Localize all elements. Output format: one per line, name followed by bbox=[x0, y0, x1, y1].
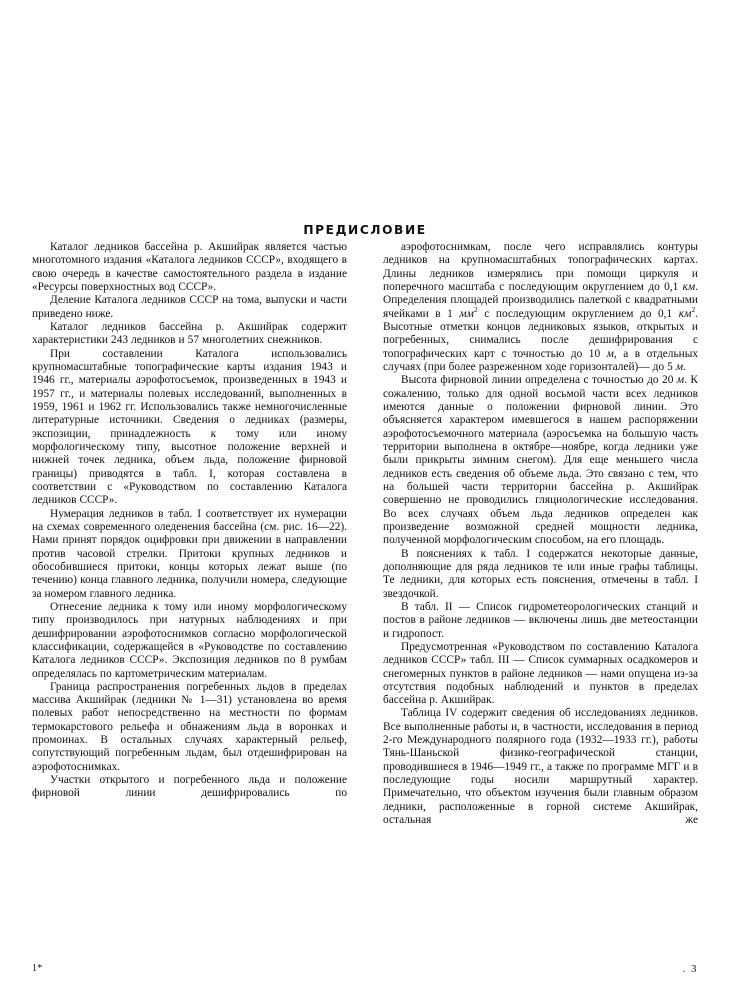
exponent: 2 bbox=[691, 304, 696, 314]
paragraph-continued bbox=[32, 774, 347, 801]
paragraph-continued bbox=[383, 707, 698, 827]
paragraph-text: Деление Каталога ледников СССР на тома, выпуски и части приведено ниже. bbox=[32, 294, 347, 320]
text-column-right bbox=[383, 241, 698, 827]
paragraph-text: . bbox=[683, 360, 686, 373]
paragraph bbox=[32, 681, 347, 774]
paragraph-text: В пояснениях к табл. I содержатся некоторые данные, дополняющие для ряда ледников те или иные графы таблицы. Те ледники, для которых есть пояснения, отмечены в табл. I звездочкой. bbox=[383, 547, 698, 600]
paragraph-text: Предусмотренная «Руководством по составлению Каталога ледников СССР» табл. III — Список суммарных осадкомеров и снегомерных пунктов в районе ледников — нами опущена из-за отсутствия подобных наблюдений и пунктов в пределах бассейна р. Акшийрак. bbox=[383, 640, 698, 707]
paragraph-text: Каталог ледников бассейна р. Акшийрак содержит характеристики 243 ледников и 57 многолетних снежников. bbox=[32, 320, 347, 347]
page-footer bbox=[32, 962, 698, 976]
paragraph bbox=[32, 508, 347, 601]
paragraph-text: В табл. II — Список гидрометеорологических станций и постов в районе ледников — включены лишь две метеостанции и гидропост. bbox=[383, 600, 698, 640]
unit-km: км bbox=[682, 280, 696, 293]
paragraph-text: . Определения площадей производились палеткой с квадратными ячейками в 1 bbox=[383, 280, 698, 320]
paragraph-text: с последующим округлением до 0,1 bbox=[477, 307, 679, 320]
unit-m: м bbox=[675, 360, 684, 373]
paragraph bbox=[383, 601, 698, 641]
exponent: 2 bbox=[473, 304, 478, 314]
paragraph-text: При составлении Каталога использовались крупномасштабные топографические карты издания 1943 и 1946 гг., материалы аэрофотосъемок, произведенных в 1943 и 1957 гг., и материалы полевых исследований, выполненных в 1959, 1961 и 1962 гг. Использовались также немногочисленные литературные источники. Сведения о ледниках (размеры, экспозиции, принадлежность к тому или иному морфологическому типу, высотное положение верхней и нижней точек ледника, объем льда, положение фирновой границы) приводятся в табл. I, которая составлена в соответствии с «Руководством по составлению Каталога ледников СССР». bbox=[32, 347, 347, 507]
two-column-body bbox=[32, 241, 698, 827]
paragraph bbox=[32, 601, 347, 681]
paragraph-text: Отнесение ледника к тому или иному морфологическому типу производилось при натурных наблюдениях и при дешифрировании аэрофотоснимков согласно морфологической классификации, содержащейся в «Руководстве по составлению Каталога ледников СССР». Экспозиция ледников по 8 румбам определялась по картометрическим материалам. bbox=[32, 600, 347, 680]
paragraph bbox=[383, 374, 698, 547]
paragraph bbox=[383, 548, 698, 601]
paragraph-text: Нумерация ледников в табл. I соответствует их нумерации на схемах современного оледенения бассейна (см. рис. 16—22). Нами принят порядок оцифровки при движении в направлении против часовой стрелки. Притоки крупных ледников и обособившиеся притоки, концы которых лежат выше (по течению) конца главного ледника, получили номера, следующие за номером главного ледника. bbox=[32, 507, 347, 600]
paragraph-text: Высота фирновой линии определена с точностью до 20 bbox=[401, 374, 677, 387]
paragraph-text: Таблица IV содержит сведения об исследованиях ледников. Все выполненные работы и, в частности, исследования в период 2-го Международного полярного года (1932—1933 гг.), работы Тянь-Шаньской физико-географической станции, проводившиеся в 1946—1949 гг., а также по программе МГГ и в последующие годы носили маршрутный характер. Примечательно, что объектом изучения были главным образом ледники, расположенные в горной системе Акшийрак, остальная же bbox=[383, 707, 698, 827]
paragraph bbox=[32, 294, 347, 321]
page-number: . 3 bbox=[682, 963, 698, 975]
paragraph-text: аэрофотоснимкам, после чего исправлялись контуры ледников на крупномасштабных топографических картах. Длины ледников измерялись при помощи циркуля и поперечного масштаба с последующим округлением до 0,1 bbox=[383, 241, 698, 293]
paragraph bbox=[32, 321, 347, 348]
unit-m: м bbox=[606, 347, 614, 360]
paragraph bbox=[32, 348, 347, 508]
unit-mm: мм bbox=[459, 307, 474, 320]
paragraph-continuation bbox=[383, 241, 698, 374]
paragraph bbox=[32, 241, 347, 294]
paragraph-text: . К сожалению, только для одной восьмой части всех ледников имеются данные о положении фирновой линии. Это объясняется характером имевшегося в нашем распоряжении аэрофотосъемочного материала (аэросъемка на большую часть территории выполнена в октябре—ноябре, когда ледники уже были прикрыты зимним снегом). Для еще меньшего числа ледников есть сведения об объеме льда. Это связано с тем, что на большей части территории бассейна р. Акшийрак совершенно не проводились гляциологические исследования. Во всех случаях объем льда ледников определен как произведение возможной средней мощности ледника, полученной морфологическим способом, на его площадь. bbox=[383, 374, 698, 547]
paragraph-text: . Высотные отметки концов ледниковых языков, открытых и погребенных, снимались после дешифрирования с топографических карт с точностью до 10 bbox=[383, 307, 699, 360]
page-title: ПРЕДИСЛОВИЕ bbox=[303, 223, 427, 238]
paragraph-text: Граница распространения погребенных льдов в пределах массива Акшийрак (ледники № 1—31) установлена во время полевых работ непосредственно на местности по формам термокарстового рельефа и обнажениям льда в воронках и промоинах. В остальных случаях характерный рельеф, сопутствующий погребенным льдам, был отдешифрирован на аэрофотоснимках. bbox=[32, 680, 347, 773]
paragraph-text: , а в отдельных случаях (при более разреженном ходе горизонталей)— до 5 bbox=[383, 347, 698, 373]
signature-mark: 1* bbox=[32, 963, 43, 974]
unit-m: м bbox=[676, 374, 685, 387]
text-column-left bbox=[32, 241, 347, 801]
paragraph bbox=[383, 641, 698, 708]
paragraph-text: Участки открытого и погребенного льда и положение фирновой линии дешифрировались по bbox=[32, 774, 347, 800]
paragraph-text: Каталог ледников бассейна р. Акшийрак является частью многотомного издания «Каталога ледников СССР», входящего в свою очередь в качестве самостоятельного раздела в издание «Ресурсы поверхностных вод СССР». bbox=[32, 241, 347, 293]
unit-km: км bbox=[678, 307, 692, 320]
